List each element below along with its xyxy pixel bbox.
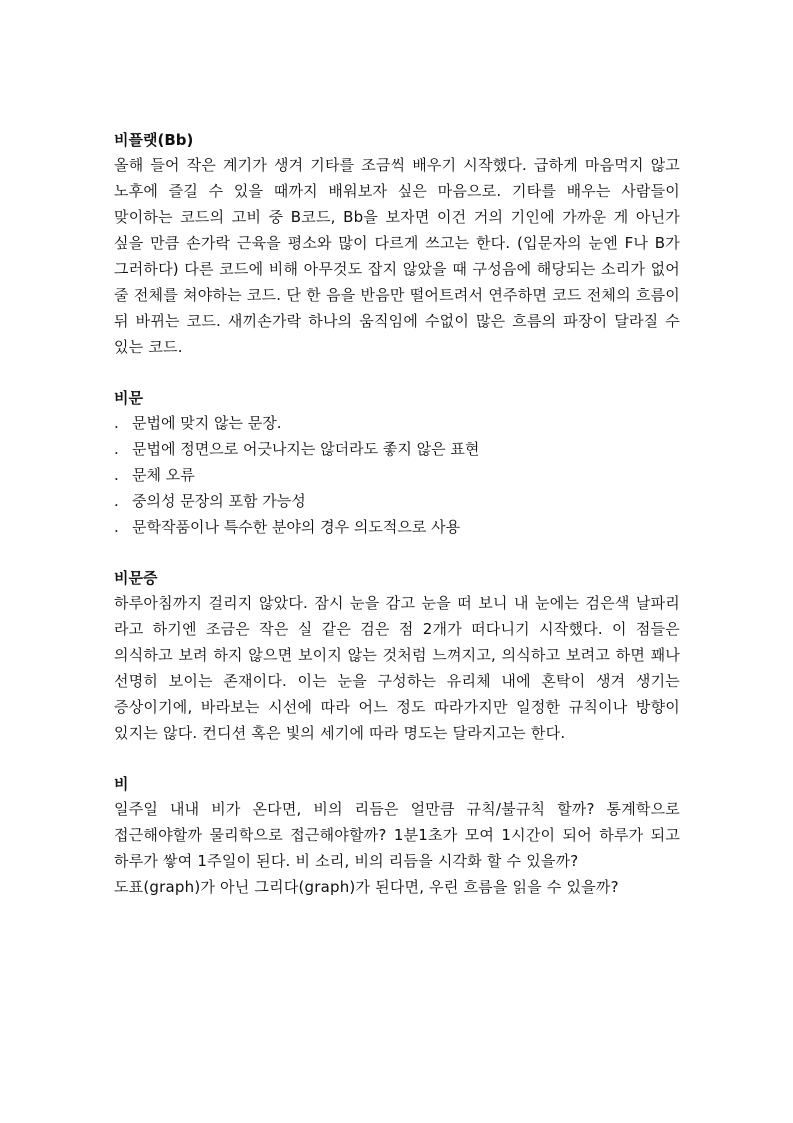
list-item: [114, 436, 680, 462]
document-page: [114, 128, 680, 926]
section-paragraph: 일주일 내내 비가 온다면, 비의 리듬은 얼만큼 규칙/불규칙 할까? 통계학으로 접근해야할까 물리학으로 접근해야할까? 1분1초가 모여 1시간이 되어 하루가 되고 하루가 쌓여 1주일이 된다. 비 소리, 비의 리듬을 시각화 할 수 있을까?: [114, 800, 680, 870]
section-heading: 비문증: [114, 569, 158, 587]
section-paragraph: 하루아침까지 걸리지 않았다. 잠시 눈을 감고 눈을 떠 보니 내 눈에는 검은색 날파리 라고 하기엔 조금은 작은 실 같은 검은 점 2개가 떠다니기 시작했다. 이 점들은 의식하고 보려 하지 않으면 보이지 않는 것처럼 느껴지고, 의식하고 보려고 하면 꽤나 선명히 보이는 존재이다. 이는 눈을 구성하는 유리체 내에 혼탁이 생겨 생기는 증상이기에, 바라보는 시선에 따라 어느 정도 따라가지만 일정한 규칙이나 방향이 있지는 않다. 컨디션 혹은 빛의 세기에 따라 명도는 달라지고는 한다.: [114, 594, 680, 742]
bullet-mark: .: [114, 466, 119, 484]
section-b-flat: [114, 128, 680, 360]
section-paragraph: 도표(graph)가 아닌 그리다(graph)가 된다면, 우린 흐름을 읽을 수 있을까?: [114, 878, 619, 896]
definition-list: [114, 410, 680, 540]
list-item: [114, 410, 680, 436]
section-paragraph: 올해 들어 작은 계기가 생겨 기타를 조금씩 배우기 시작했다. 급하게 마음먹지 않고 노후에 즐길 수 있을 때까지 배워보자 싶은 마음으로. 기타를 배우는 사람들이 맞이하는 코드의 고비 중 B코드, Bb을 보자면 이건 거의 기인에 가까운 게 아닌가 싶을 만큼 손가락 근육을 평소와 많이 다르게 쓰고는 한다. (입문자의 눈엔 F나 B가 그러하다) 다른 코드에 비해 아무것도 잡지 않았을 때 구성음에 해당되는 소리가 없어 줄 전체를 쳐야하는 코드. 단 한 음을 반음만 떨어트려서 연주하면 코드 전체의 흐름이 뒤 바뀌는 코드. 새끼손가락 하나의 움직임에 수없이 많은 흐름의 파장이 달라질 수 있는 코드.: [114, 156, 680, 356]
list-item-text: 문법에 맞지 않는 문장.: [132, 414, 282, 432]
list-item-text: 문체 오류: [132, 466, 195, 484]
list-item: [114, 514, 680, 540]
list-item-text: 중의성 문장의 포함 가능성: [132, 492, 306, 510]
list-item-text: 문법에 정면으로 어긋나지는 않더라도 좋지 않은 표현: [132, 440, 480, 458]
section-heading: 비플랫(Bb): [114, 131, 194, 149]
section-heading: 비: [114, 775, 129, 793]
bullet-mark: .: [114, 440, 119, 458]
section-rain: [114, 772, 680, 900]
bullet-mark: .: [114, 414, 119, 432]
section-bimun: [114, 386, 680, 540]
section-heading: 비문: [114, 389, 143, 407]
bullet-mark: .: [114, 492, 119, 510]
list-item: [114, 488, 680, 514]
section-bimunjeung: [114, 566, 680, 746]
list-item: [114, 462, 680, 488]
list-item-text: 문학작품이나 특수한 분야의 경우 의도적으로 사용: [132, 518, 461, 536]
bullet-mark: .: [114, 518, 119, 536]
